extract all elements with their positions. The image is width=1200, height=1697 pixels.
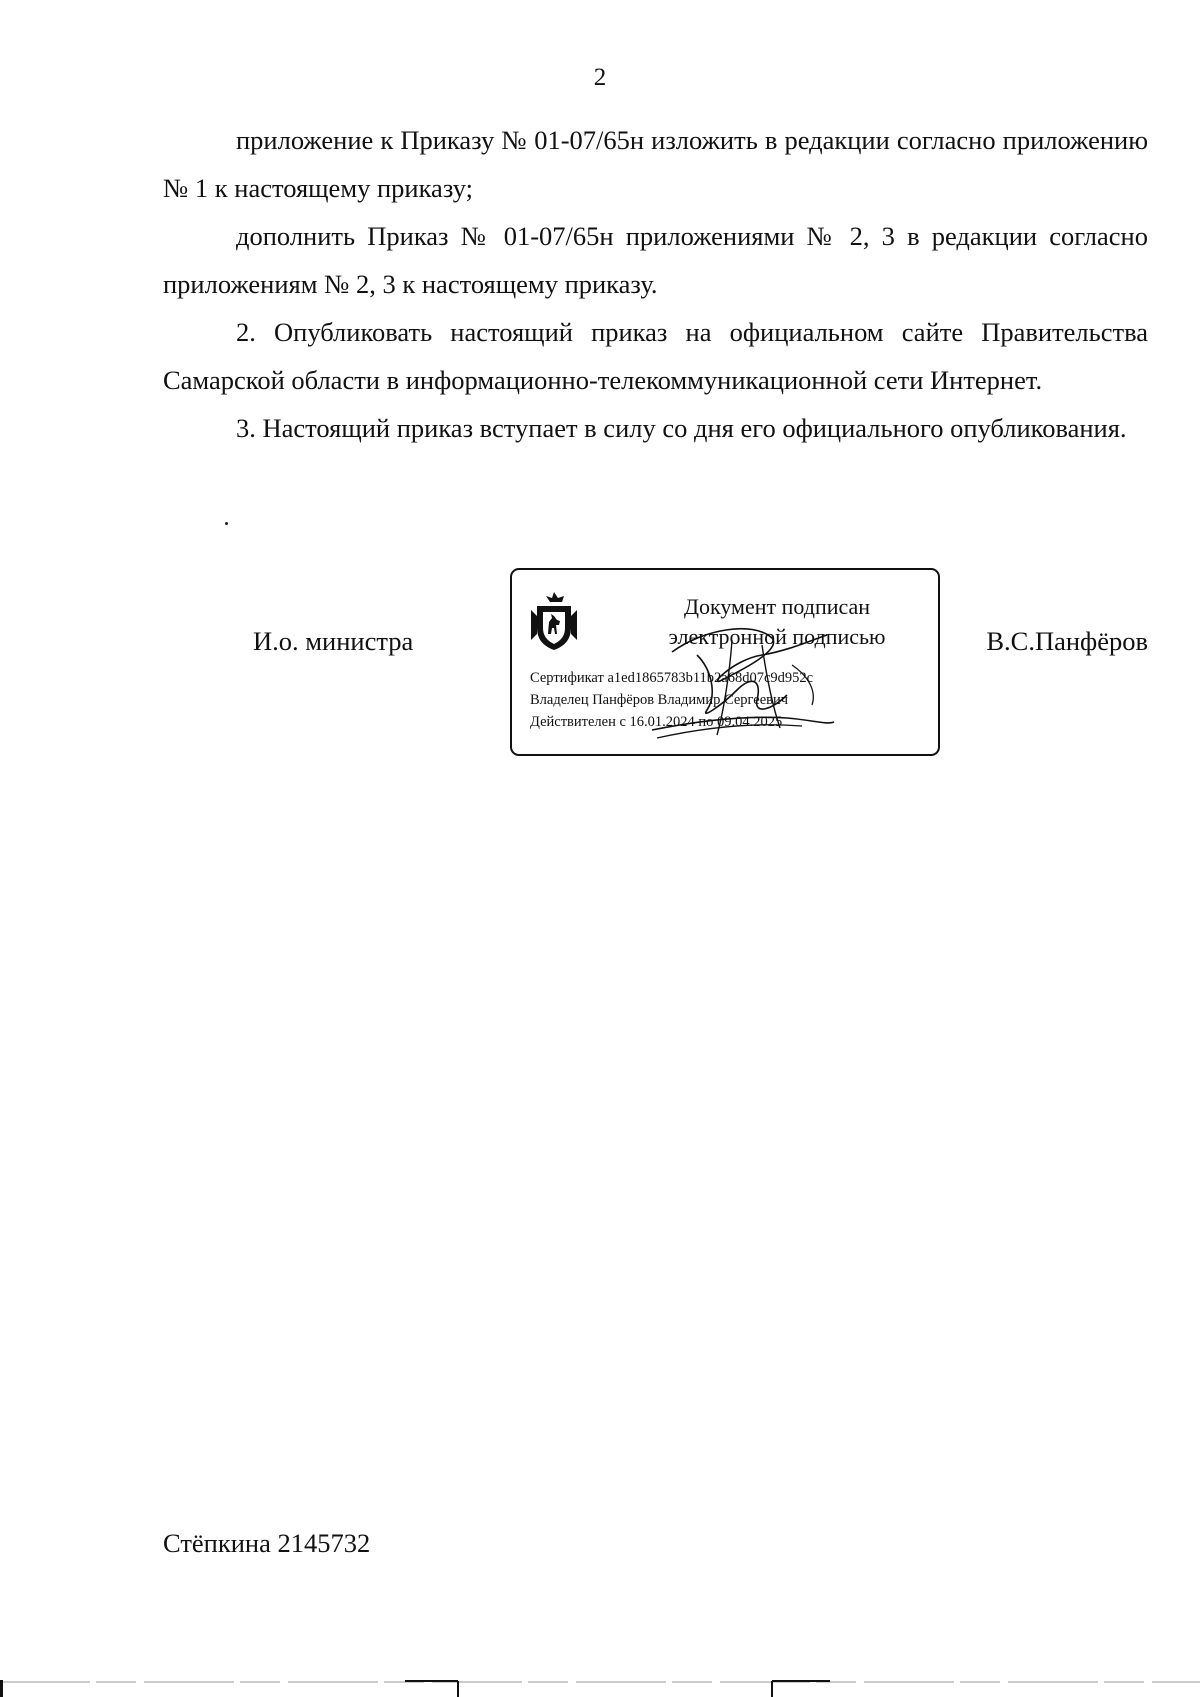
page-number: 2 [593,64,607,91]
paragraph-publish: 2. Опубликовать настоящий приказ на официальном сайте Правительства Самарской области в информационно-телекоммуникационной сети Интернет. [163,317,1148,395]
paragraph-effective-date: 3. Настоящий приказ вступает в силу со дня его официального опубликования. [236,413,1127,443]
signatory-position: И.о. министра [253,626,414,656]
paragraph-appendix-2-3: дополнить Приказ № 01-07/65н приложениями № 2, 3 в редакции согласно приложениям № 2, 3 к настоящему приказу. [163,221,1148,299]
handwritten-signature [612,610,852,750]
stamp-owner: Владелец Панфёров Владимир Сергеевич [530,692,789,708]
samara-coat-of-arms-icon [529,590,579,652]
stamp-title-line2: электронной подписью [668,624,886,649]
executor-contact: Стёпкина 2145732 [163,1528,371,1558]
paragraph-appendix-1: приложение к Приказу № 01-07/65н изложить в редакции согласно приложению № 1 к настоящему приказу; [163,125,1148,203]
stamp-certificate: Сертификат a1ed1865783b11b2a68d07c9d952c [530,670,814,686]
signatory-name: В.С.Панфёров [986,626,1148,656]
stamp-title-line1: Документ подписан [683,594,871,619]
electronic-signature-stamp [510,568,940,756]
document-body [163,116,1148,452]
scan-edge-marks [0,1680,1200,1697]
stamp-validity: Действителен с 16.01.2024 по 09.04.2025 [530,714,783,730]
speck [225,522,228,525]
